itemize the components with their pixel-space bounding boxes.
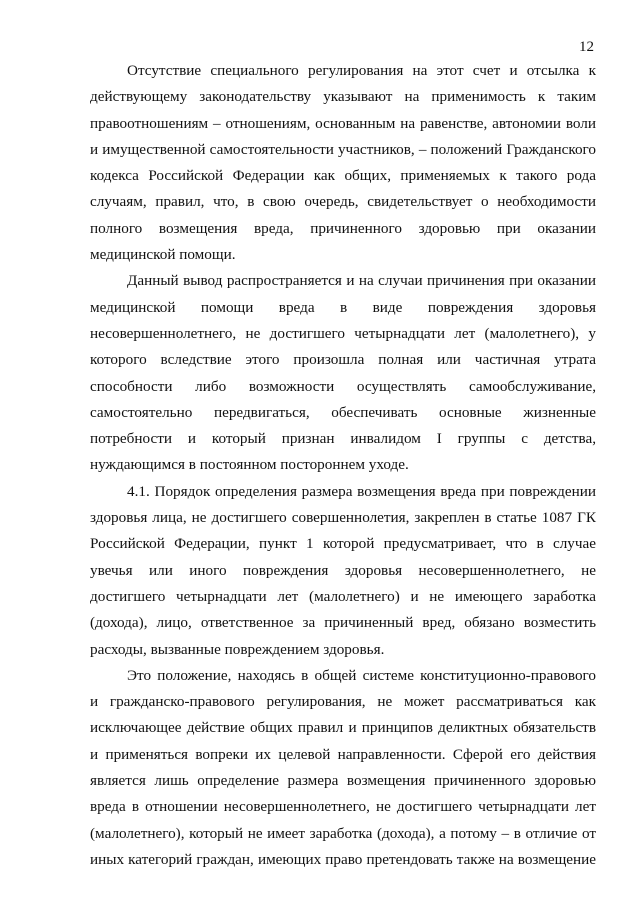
text-line: и применяться вопреки их целевой направленности. Сферой его действия — [90, 745, 596, 763]
text-line: и гражданско-правового регулирования, не может рассматриваться как — [90, 693, 596, 711]
text-line: медицинской помощи вреда в виде повреждения здоровья — [90, 298, 596, 316]
text-line: исключающее действие общих правил и принципов деликтных обязательств — [90, 719, 596, 737]
paragraph-first-line: Данный вывод распространяется и на случаи причинения при оказании — [127, 272, 596, 290]
text-line: Российской Федерации, пункт 1 которой предусматривает, что в случае — [90, 535, 596, 553]
text-line: медицинской помощи. — [90, 246, 236, 264]
paragraph-first-line: Это положение, находясь в общей системе конституционно-правового — [127, 666, 596, 684]
text-line: (малолетнего), который не имеет заработка (дохода), а потому – в отличие от — [90, 824, 596, 842]
text-line: которого вследствие этого произошла полная или частичная утрата — [90, 351, 596, 369]
text-line: несовершеннолетнего, не достигшего четырнадцати лет (малолетнего), у — [90, 324, 596, 342]
text-line: правоотношениям – отношениям, основанным на равенстве, автономии воли — [90, 114, 596, 132]
text-line: достигшего четырнадцати лет (малолетнего) и не имеющего заработка — [90, 587, 596, 605]
text-line: самостоятельно передвигаться, обеспечивать основные жизненные — [90, 403, 596, 421]
text-line: (дохода), лицо, ответственное за причиненный вред, обязано возместить — [90, 614, 596, 632]
text-line: расходы, вызванные повреждением здоровья. — [90, 640, 385, 658]
text-line: действующему законодательству указывают на применимость к таким — [90, 88, 596, 106]
document-body — [90, 58, 596, 873]
text-line: случаям, правил, что, в свою очередь, свидетельствует о необходимости — [90, 193, 596, 211]
text-line: здоровья лица, не достигшего совершеннолетия, закреплен в статье 1087 ГК — [90, 509, 596, 527]
paragraph-first-line: 4.1. Порядок определения размера возмещения вреда при повреждении — [127, 482, 596, 500]
text-line: кодекса Российской Федерации как общих, применяемых к такого рода — [90, 167, 596, 185]
text-line: является лишь определение размера возмещения причиненного здоровью — [90, 772, 596, 790]
text-line: потребности и который признан инвалидом I группы с детства, — [90, 430, 596, 448]
text-line: вреда в отношении несовершеннолетнего, не достигшего четырнадцати лет — [90, 798, 596, 816]
text-line: и имущественной самостоятельности участников, – положений Гражданского — [90, 140, 596, 158]
text-line: нуждающимся в постоянном постороннем уходе. — [90, 456, 409, 474]
text-line: способности либо возможности осуществлять самообслуживание, — [90, 377, 596, 395]
text-line: полного возмещения вреда, причиненного здоровью при оказании — [90, 219, 596, 237]
text-line: увечья или иного повреждения здоровья несовершеннолетнего, не — [90, 561, 596, 579]
paragraph-first-line: Отсутствие специального регулирования на этот счет и отсылка к — [127, 62, 596, 79]
page-number: 12 — [579, 39, 594, 55]
text-line: иных категорий граждан, имеющих право претендовать также на возмещение — [90, 850, 596, 868]
